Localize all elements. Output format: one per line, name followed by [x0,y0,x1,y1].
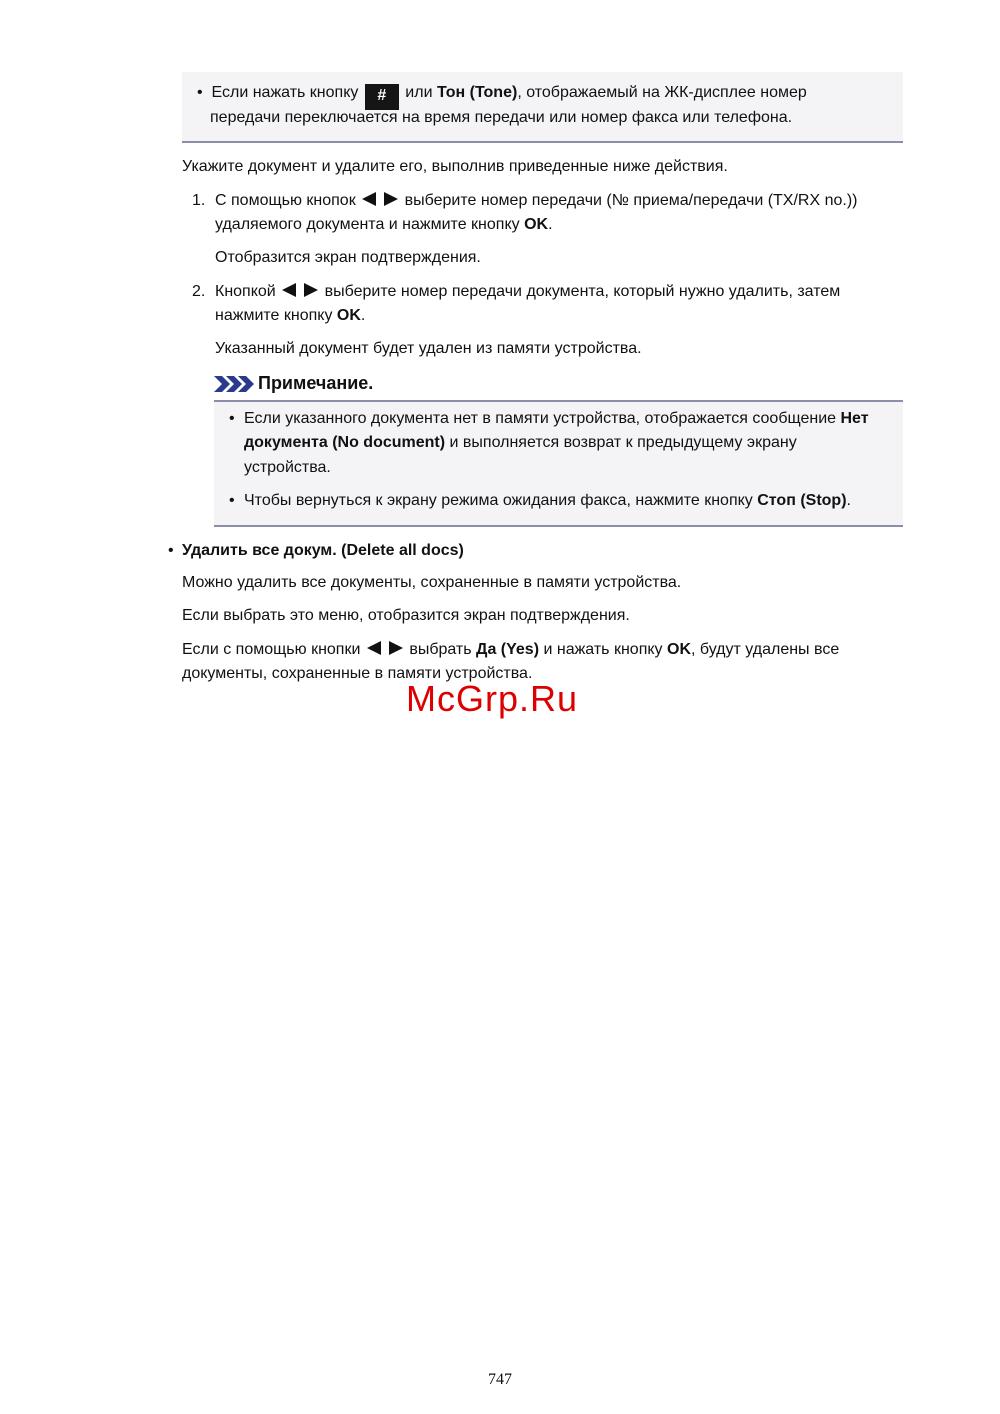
note-text: Если указанного документа нет в памяти устройства, отображается сообщение [244,410,837,427]
left-right-arrows-icon [367,641,403,655]
ok-button-name: OK [524,216,549,233]
ok-button-name: OK [667,641,691,658]
note-chevrons-icon [214,376,254,392]
step-1-line-1 [215,188,857,213]
bullet-dot: • [197,84,203,101]
paragraph-text: , будут удалены все [691,641,840,658]
note-text: . [846,492,851,509]
step-text: выберите номер передачи документа, который нужно удалить, затем [324,283,841,300]
note-item-1-line-2 [244,430,797,455]
note-text: Чтобы вернуться к экрану режима ожидания факса, нажмите кнопку [244,492,753,509]
note-title: Примечание. [258,373,374,393]
no-document-message: документа (No document) [244,434,446,451]
bullet-dot: • [229,410,235,427]
step-2-line-1 [215,279,840,304]
watermark: McGrp.Ru [406,678,579,719]
step-1-line-2 [215,212,553,237]
step-1-result: Отобразится экран подтверждения. [215,249,481,266]
note-box [214,400,903,527]
bullet-dot: • [229,492,235,509]
left-right-arrows-icon [282,283,318,297]
note-heading [214,371,373,396]
step-2-number: 2. [192,283,206,300]
page-number: 747 [488,1371,512,1388]
note-bold: Нет [840,410,869,427]
delete-all-heading: Удалить все докум. (Delete all docs) [182,542,464,559]
tone-button-name: Тон (Tone) [436,84,518,101]
note-item-1-line-3: устройства. [244,459,331,476]
delete-all-p1: Можно удалить все документы, сохраненные в памяти устройства. [182,574,682,591]
tip-text: , отображаемый на ЖК-дисплее номер [517,84,807,101]
tip-box-top [182,72,903,143]
delete-all-p3-line-1 [182,637,839,662]
step-text: . [548,216,553,233]
note-item-1-line-1 [244,406,869,431]
tip-text: Если нажать кнопку [211,84,359,101]
tip-text: или [405,84,433,101]
hash-key-icon: # [365,84,399,110]
paragraph-text: и нажать кнопку [543,641,663,658]
note-item-2 [244,488,851,513]
left-right-arrows-icon [362,192,398,206]
step-text: . [360,307,366,324]
step-text: выберите номер передачи (№ приема/передачи (TX/RX no.)) [404,192,858,209]
bullet-dot: • [168,542,174,559]
note-text: и выполняется возврат к предыдущему экрану [449,434,797,451]
paragraph-text: Если с помощью кнопки [182,641,361,658]
step-text: С помощью кнопок [215,192,356,209]
step-text: удаляемого документа и нажмите кнопку [215,216,520,233]
delete-all-p3-line-2: документы, сохраненные в памяти устройства. [182,665,533,682]
step-2-result: Указанный документ будет удален из памяти устройства. [215,340,642,357]
step-1-number: 1. [192,192,206,209]
ok-button-name: OK [336,307,361,324]
step-text: нажмите кнопку [215,307,333,324]
intro-text: Укажите документ и удалите его, выполнив приведенные ниже действия. [182,158,728,175]
stop-button-name: Стоп (Stop) [757,492,847,509]
step-text: Кнопкой [215,283,276,300]
tip-line-2: передачи переключается на время передачи или номер факса или телефона. [210,109,793,126]
yes-option-name: Да (Yes) [476,641,540,658]
delete-all-p2: Если выбрать это меню, отобразится экран подтверждения. [182,607,630,624]
paragraph-text: выбрать [409,641,472,658]
step-2-line-2 [215,303,365,328]
